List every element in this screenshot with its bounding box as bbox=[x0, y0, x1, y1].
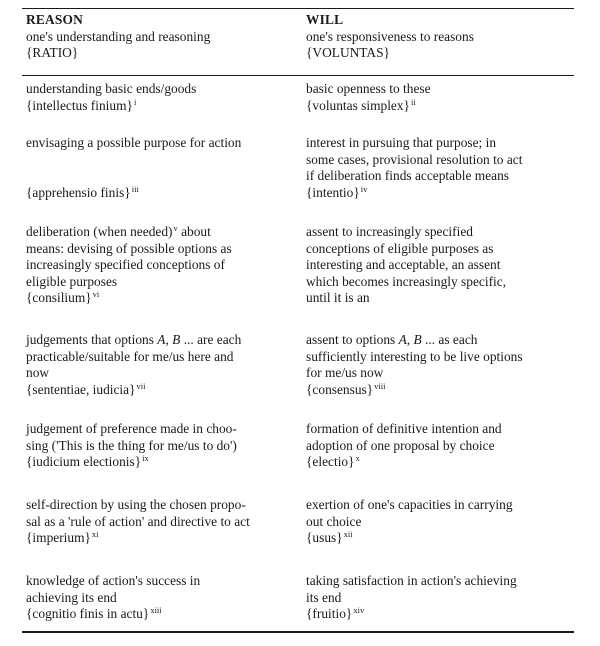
cell-text: sufficiently interesting to be live options bbox=[306, 348, 523, 364]
bottom-rule bbox=[22, 631, 574, 633]
will-cell bbox=[306, 81, 574, 114]
cell-text: practicable/suitable for me/us here and bbox=[26, 348, 234, 364]
latin-term: {intellectus finium} bbox=[26, 97, 133, 113]
header-rule bbox=[22, 75, 574, 76]
cell-text: assent to options bbox=[306, 332, 399, 347]
reason-cell bbox=[26, 224, 301, 307]
cell-text: until it is an bbox=[306, 290, 370, 306]
cell-text: if deliberation finds acceptable means bbox=[306, 168, 510, 184]
cell-text: taking satisfaction in action's achieving bbox=[306, 573, 517, 588]
cell-text: its end bbox=[306, 589, 342, 605]
endnote-marker: xii bbox=[343, 529, 353, 540]
cell-text: conceptions of eligible purposes as bbox=[306, 240, 494, 256]
will-header bbox=[306, 12, 574, 62]
reason-title: REASON bbox=[26, 12, 84, 27]
cell-text: formation of definitive intention and bbox=[306, 421, 502, 436]
top-rule bbox=[22, 8, 574, 9]
latin-term: {usus} bbox=[306, 530, 343, 546]
will-subtitle: one's responsiveness to reasons bbox=[306, 28, 474, 44]
latin-term: {cognitio finis in actu} bbox=[26, 606, 150, 622]
will-cell bbox=[306, 421, 574, 471]
endnote-marker: i bbox=[133, 96, 137, 107]
cell-text: out choice bbox=[306, 513, 362, 529]
reason-cell bbox=[26, 421, 301, 471]
cell-text: some cases, provisional resolution to act bbox=[306, 151, 523, 167]
latin-term: {iudicium electionis} bbox=[26, 454, 142, 470]
latin-term: {imperium} bbox=[26, 530, 91, 546]
reason-subtitle: one's understanding and reasoning bbox=[26, 28, 211, 44]
option-letters: A, B bbox=[398, 332, 422, 347]
latin-term: {electio} bbox=[306, 454, 355, 470]
will-latin: {VOLUNTAS} bbox=[306, 45, 390, 61]
endnote-marker: xiv bbox=[353, 605, 365, 616]
cell-text: exertion of one's capacities in carrying bbox=[306, 497, 513, 512]
cell-text: envisaging a possible purpose for action bbox=[26, 135, 242, 150]
cell-text: sal as a 'rule of action' and directive to act bbox=[26, 513, 250, 529]
reason-cell bbox=[26, 81, 301, 114]
reason-cell bbox=[26, 573, 301, 623]
cell-text: basic openness to these bbox=[306, 81, 431, 96]
cell-text: understanding basic ends/goods bbox=[26, 81, 197, 96]
will-cell bbox=[306, 224, 574, 307]
latin-term: {intentio} bbox=[306, 184, 360, 200]
endnote-marker: v bbox=[173, 223, 178, 233]
will-title: WILL bbox=[306, 12, 344, 27]
latin-term: {voluntas simplex} bbox=[306, 97, 410, 113]
reason-latin: {RATIO} bbox=[26, 45, 79, 61]
option-letters: A, B bbox=[157, 332, 181, 347]
cell-text: for me/us now bbox=[306, 365, 384, 381]
latin-term: {consensus} bbox=[306, 381, 374, 397]
will-cell bbox=[306, 573, 574, 623]
cell-text: ... are each bbox=[180, 332, 242, 347]
cell-text: self-direction by using the chosen propo- bbox=[26, 497, 246, 512]
endnote-marker: vi bbox=[92, 289, 100, 300]
cell-text: sing ('This is the thing for me/us to do') bbox=[26, 437, 237, 453]
cell-text: interesting and acceptable, an assent bbox=[306, 257, 501, 273]
reason-cell bbox=[26, 135, 301, 201]
cell-text: about bbox=[177, 224, 211, 239]
reason-header bbox=[26, 12, 301, 62]
cell-text: now bbox=[26, 365, 50, 381]
cell-text: knowledge of action's success in bbox=[26, 573, 201, 588]
will-cell bbox=[306, 497, 574, 547]
reason-cell bbox=[26, 332, 301, 398]
endnote-marker: iv bbox=[360, 183, 368, 194]
cell-text: achieving its end bbox=[26, 589, 117, 605]
endnote-marker: x bbox=[355, 453, 360, 464]
cell-text: ... as each bbox=[421, 332, 478, 347]
cell-text: interest in pursuing that purpose; in bbox=[306, 135, 497, 150]
cell-text: increasingly specified conceptions of bbox=[26, 257, 225, 273]
latin-term: {sententiae, iudicia} bbox=[26, 381, 136, 397]
cell-text: deliberation (when needed) bbox=[26, 224, 173, 239]
endnote-marker: vii bbox=[136, 380, 146, 391]
will-cell bbox=[306, 332, 574, 398]
endnote-marker: viii bbox=[374, 380, 386, 391]
will-cell bbox=[306, 135, 574, 201]
latin-term: {consilium} bbox=[26, 290, 92, 306]
endnote-marker: xiii bbox=[150, 605, 162, 616]
endnote-marker: xi bbox=[91, 529, 99, 540]
cell-text: which becomes increasingly specific, bbox=[306, 273, 507, 289]
cell-text: adoption of one proposal by choice bbox=[306, 437, 495, 453]
cell-text: means: devising of possible options as bbox=[26, 240, 232, 256]
endnote-marker: ix bbox=[142, 453, 149, 464]
cell-text: eligible purposes bbox=[26, 273, 118, 289]
reason-cell bbox=[26, 497, 301, 547]
cell-text: assent to increasingly specified bbox=[306, 224, 473, 239]
cell-text: judgements that options bbox=[26, 332, 158, 347]
latin-term: {apprehensio finis} bbox=[26, 184, 131, 200]
endnote-marker: ii bbox=[410, 96, 416, 107]
endnote-marker: iii bbox=[131, 183, 139, 194]
latin-term: {fruitio} bbox=[306, 606, 353, 622]
cell-text: judgement of preference made in choo- bbox=[26, 421, 237, 436]
